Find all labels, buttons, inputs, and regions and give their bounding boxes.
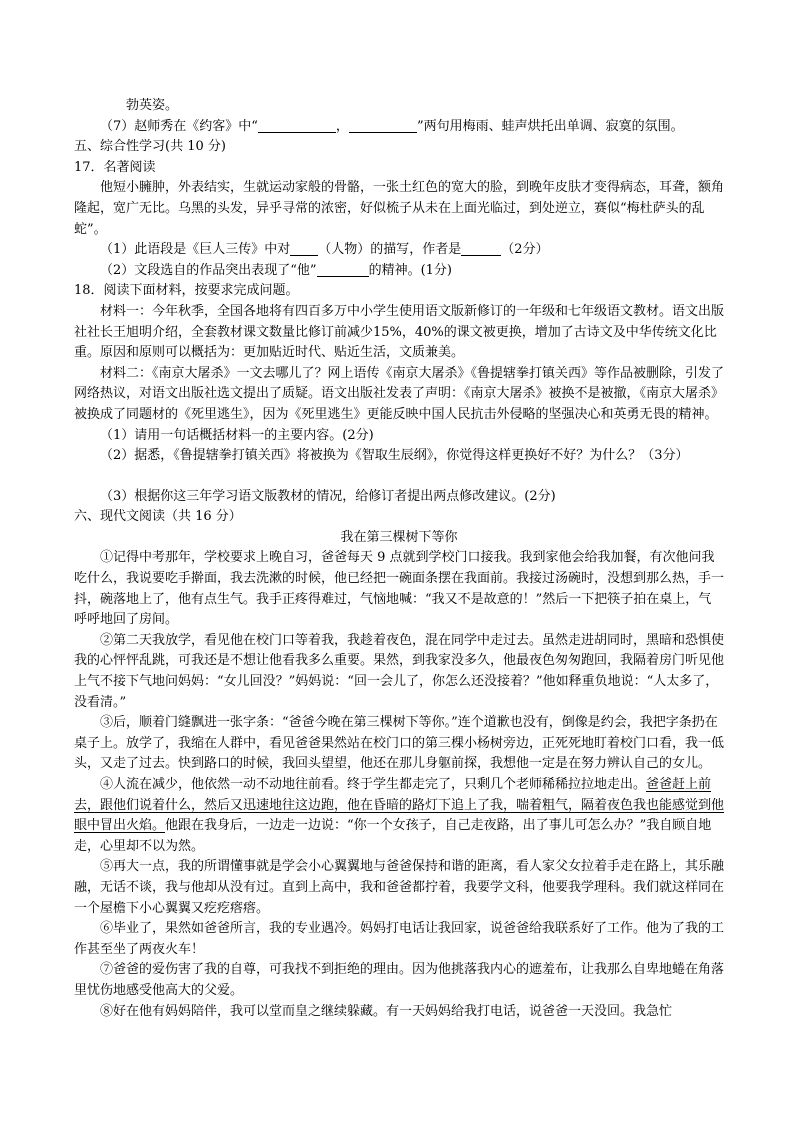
q7-comma: ， bbox=[335, 118, 349, 134]
q7-answer-blank-1[interactable] bbox=[258, 118, 336, 133]
q18-material-2: 材料二：《南京大屠杀》一文去哪儿了？网上语传《南京大屠杀》《鲁提辖拳打镇关西》等作品被删除，引发了网络热议，对语文出版社选文提出了质疑。语文出版社发表了声明：《南京大屠杀》被换不是被撤，《南京大屠杀》被换成了同题材的《死里逃生》，因为《死里逃生》更能反映中国人民抗击外侵略的坚强决心和英勇无畏的精神。 bbox=[74, 365, 725, 422]
q7-answer-blank-2[interactable] bbox=[349, 118, 417, 133]
q17-sub1-c: （2分） bbox=[501, 242, 549, 258]
question-7 bbox=[74, 117, 724, 138]
q18-sub-1: （1）请用一句话概括材料一的主要内容。(2分) bbox=[100, 427, 374, 443]
section-6-title: 六、现代文阅读（共 16 分） bbox=[74, 509, 242, 525]
q18-title: 18．阅读下面材料，按要求完成问题。 bbox=[74, 283, 299, 299]
essay-p4-end: 他跟在我身后，一边走一边说：“你一个女孩子，自己走夜路，出了事儿可怎么办？”我自顾自地走，心里却不以为然。 bbox=[74, 818, 712, 854]
q18-sub-3: （3）根据你这三年学习语文版教材的情况，给修订者提出两点修改建议。(2分) bbox=[100, 488, 556, 504]
q17-sub1-b: （人物）的描写，作者是 bbox=[318, 242, 462, 258]
answer-space bbox=[74, 467, 724, 487]
section-5-title: 五、综合性学习(共 10 分) bbox=[74, 139, 226, 155]
q17-sub-2 bbox=[74, 261, 724, 282]
intro-line: 勃英姿。 bbox=[126, 98, 179, 113]
essay-paragraph-2: ②第二天我放学，看见他在校门口等着我，我趁着夜色，混在同学中走过去。虽然走进胡同时，黑暗和恐惧使我的心怦怦乱跳，可我还是不想让他看我多么重要。果然，到我家没多久，他最夜色匆匆跑回，我隔着房门听见他上气不接下气地问妈妈：“女儿回没？”妈妈说：“回一会儿了，你怎么还没接着？”他如释重负地说：“人太多了，没看清。” bbox=[74, 632, 725, 710]
document-content bbox=[74, 96, 724, 1022]
essay-paragraph-3: ③后，顺着门缝飘进一张字条：“爸爸今晚在第三棵树下等你。”连个道歉也没有，倒像是约会，我把字条扔在桌子上。放学了，我缩在人群中，看见爸爸果然站在校门口的第三棵小杨树旁边，正死死地盯着校门口看，我一低头，又走了过去。快到路口的时候，我回头望望，他还在那儿身躯前探，我想他一定是在努力辨认自己的女儿。 bbox=[74, 715, 725, 772]
essay-paragraph-7: ⑦爸爸的爱伤害了我的自尊，可我找不到拒绝的理由。因为他挑落我内心的遮羞布，让我那么自卑地蜷在角落里忧伤地感受他高大的父爱。 bbox=[74, 962, 725, 998]
essay-paragraph-1: ①记得中考那年，学校要求上晚自习，爸爸每天 9 点就到学校门口接我。我到家他会给我加餐，有次他问我吃什么，我说要吃手擀面，我去洗漱的时候，他已经把一碗面条摆在我面前。我接过汤碗时，没想到那么热，手一抖，碗落地上了，他有点生气。我手正疼得难过，气恼地喊：“我又不是故意的！”然后一下把筷子拍在桌上，气呼呼地回了房间。 bbox=[74, 550, 725, 628]
q7-prefix: （7）赵师秀在《约客》中“ bbox=[100, 118, 258, 134]
q17-author-blank[interactable] bbox=[461, 241, 501, 256]
q17-character-blank[interactable] bbox=[290, 241, 318, 256]
q17-title: 17．名著阅读 bbox=[74, 159, 156, 175]
q18-sub-2: （2）据悉，《鲁提辖拳打镇关西》将被换为《智取生辰纲》，你觉得这样更换好不好？为什么？（3分） bbox=[100, 448, 689, 464]
essay-p4-underlined: 爸爸赶上前去，跟他们说着什么，然后又迅速地往这边跑，他在昏暗的路灯下追上了我，喘着粗气，隔着夜色我也能感觉到他眼中冒出火焰。 bbox=[74, 777, 725, 834]
essay-paragraph-6: ⑥毕业了，果然如爸爸所言，我的专业遇冷。妈妈打电话让我回家，说爸爸给我联系好了工作。他为了我的工作甚至坐了两夜火车！ bbox=[74, 921, 725, 957]
q17-sub-1 bbox=[74, 240, 724, 261]
q17-sub2-b: 的精神。(1分) bbox=[368, 262, 452, 278]
q17-sub1-a: （1）此语段是《巨人三传》中对 bbox=[100, 242, 291, 258]
essay-paragraph-4 bbox=[74, 775, 724, 857]
q17-passage: 他短小臃肿，外表结实，生就运动家般的骨骼，一张土红色的宽大的脸，到晚年皮肤才变得病态，耳聋，额角隆起，宽广无比。乌黑的头发，异乎寻常的浓密，好似梳子从未在上面光临过，到处逆立，赛似“梅杜萨头的乱蛇”。 bbox=[74, 180, 725, 237]
essay-paragraph-5: ⑤再大一点，我的所谓懂事就是学会小心翼翼地与爸爸保持和谐的距离，看人家父女拉着手走在路上，其乐融融，无话不谈，我与他却从没有过。直到上高中，我和爸爸都拧着，我要学文科，他要我学理科。我们就这样同在一个屋檐下小心翼翼又疙疙瘩瘩。 bbox=[74, 859, 725, 916]
essay-p4-start: ④人流在减少，他依然一动不动地往前看。终于学生都走完了，只剩几个老师稀稀拉拉地走出。 bbox=[100, 777, 647, 792]
q7-suffix: ”两句用梅雨、蛙声烘托出单调、寂寞的氛围。 bbox=[416, 118, 684, 134]
q17-sub2-a: （2）文段选自的作品突出表现了“他” bbox=[100, 262, 317, 278]
q18-material-1: 材料一：今年秋季，全国各地将有四百多万中小学生使用语文版新修订的一年级和七年级语文教材。语文出版社社长王旭明介绍，全套教材课文数量比修订前减少15%，40%的课文被更换，增加了古诗文及中华传统文化比重。原因和原则可以概括为：更加贴近时代、贴近生活，文质兼美。 bbox=[74, 303, 725, 361]
essay-paragraph-8: ⑧好在他有妈妈陪伴，我可以堂而皇之继续躲藏。有一天妈妈给我打电话，说爸爸一天没回。我急忙 bbox=[100, 1003, 673, 1019]
essay-title: 我在第三棵树下等你 bbox=[340, 529, 458, 545]
q17-spirit-blank[interactable] bbox=[317, 262, 369, 277]
